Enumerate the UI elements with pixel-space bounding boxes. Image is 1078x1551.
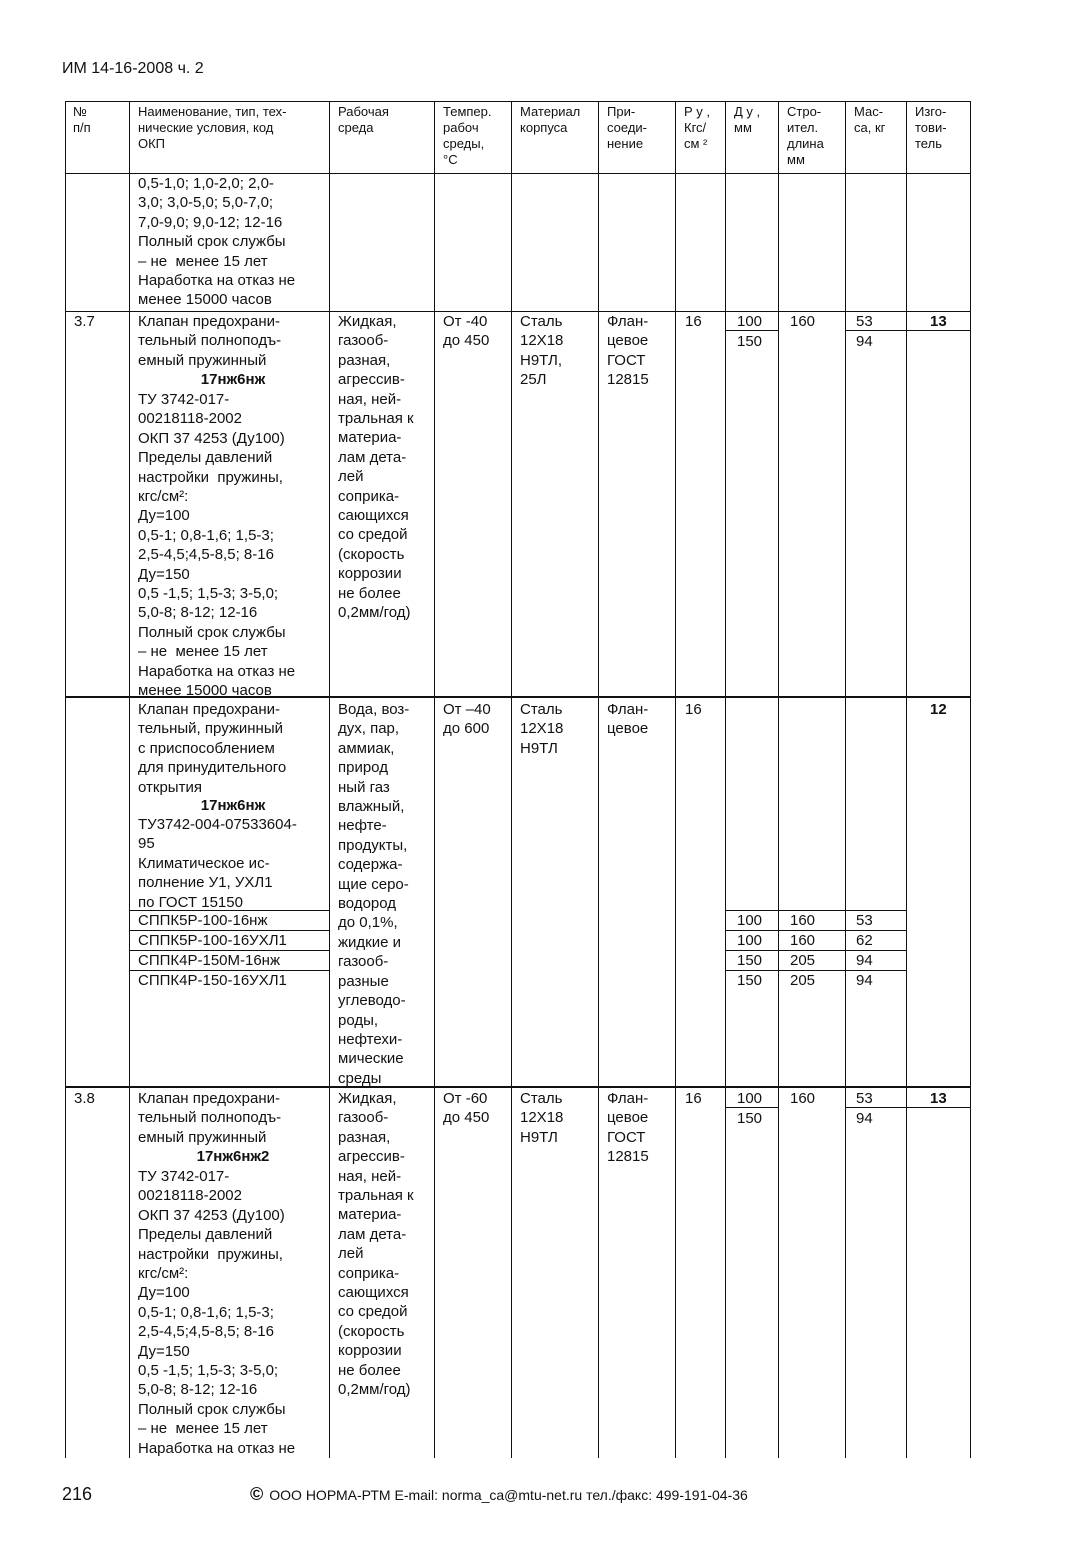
row38-model: 17нж6нж2 xyxy=(196,1148,270,1165)
rowB-variant: СППК4Р-150М-16нж xyxy=(138,952,280,969)
header-material: Материал корпуса xyxy=(520,104,581,135)
header-mass: Мас- са, кг xyxy=(854,104,886,135)
rowB-pressure: 16 xyxy=(685,701,702,718)
rowB-variant-mass: 94 xyxy=(856,972,873,989)
row38-temperature: От -60 до 450 xyxy=(443,1090,490,1127)
row37-dn: 150 xyxy=(737,333,763,350)
rowB-medium: Вода, воз- дух, пар, аммиак, природ ный газ влажный, нефте- продукты, содержа- щие серо- водород до 0,1%, жидкие и газооб- разные углеводо- роды, нефтехи- мические среды xyxy=(338,701,410,1087)
header-pressure: Р у , Кгс/ см ² xyxy=(684,104,711,151)
row37-temperature: От -40 до 450 xyxy=(443,313,490,350)
row38-pressure: 16 xyxy=(685,1090,702,1107)
col-line xyxy=(970,101,971,1458)
row38-material: Сталь 12Х18 Н9ТЛ xyxy=(520,1090,564,1146)
row37-medium: Жидкая, газооб- разная, агрессив- ная, ней- тральная к материа- лам дета- лей соприка- сающихся со средой (скорость коррозии не более 0,2мм/год) xyxy=(338,313,414,622)
rowB-variant-dn: 100 xyxy=(737,912,763,929)
rowB-maker: 12 xyxy=(930,701,947,718)
subrow-line xyxy=(845,330,906,331)
row38-connection: Флан- цевое ГОСТ 12815 xyxy=(607,1090,649,1166)
rowB-variant-length: 160 xyxy=(790,912,816,929)
col-line xyxy=(65,101,66,1458)
row37-mass: 94 xyxy=(856,333,873,350)
row38-dn: 150 xyxy=(737,1110,763,1127)
rowB-variant-length: 160 xyxy=(790,932,816,949)
rowB-variant: СППК5Р-100-16УХЛ1 xyxy=(138,932,287,949)
row38-name: Клапан предохрани- тельный полноподъ- емный пружинный xyxy=(138,1090,282,1146)
row37-length: 160 xyxy=(790,313,816,330)
rowB-variant-dn: 150 xyxy=(737,972,763,989)
copyright-text: ООО НОРМА-РТМ E-mail: norma_ca@mtu-net.ru тел./факс: 499-191-04-36 xyxy=(269,1487,748,1503)
rowB-variant: СППК4Р-150-16УХЛ1 xyxy=(138,972,287,989)
header-temperature: Темпер. рабоч среды, °С xyxy=(443,104,492,167)
copyright-icon: © xyxy=(250,1484,264,1504)
row38-number: 3.8 xyxy=(74,1090,95,1107)
row38-maker: 13 xyxy=(930,1090,947,1107)
row37-number: 3.7 xyxy=(74,313,95,330)
row37-name: Клапан предохрани- тельный полноподъ- емный пружинный xyxy=(138,313,282,369)
header-number: № п/п xyxy=(73,104,91,135)
col-line xyxy=(598,101,599,1458)
row38-mass: 53 xyxy=(856,1090,873,1107)
col-line xyxy=(434,101,435,1458)
row38-dn: 100 xyxy=(737,1090,763,1107)
row37-model: 17нж6нж xyxy=(200,371,266,388)
rowB-variant-length: 205 xyxy=(790,972,816,989)
page-number: 216 xyxy=(62,1484,93,1504)
rowB-variant-length: 205 xyxy=(790,952,816,969)
rowB-name: Клапан предохрани- тельный, пружинный с приспособлением для принудительного открытия xyxy=(138,701,287,796)
col-line xyxy=(329,101,330,1458)
rowB-variant-mass: 94 xyxy=(856,952,873,969)
table-top-line xyxy=(65,101,971,102)
row38-medium: Жидкая, газооб- разная, агрессив- ная, ней- тральная к материа- лам дета- лей соприка- сающихся со средой (скорость коррозии не более 0,2мм/год) xyxy=(338,1090,414,1399)
header-medium: Рабочая среда xyxy=(338,104,389,135)
copyright-line xyxy=(250,1484,748,1505)
row37-pressure: 16 xyxy=(685,313,702,330)
rowB-material: Сталь 12Х18 Н9ТЛ xyxy=(520,701,564,757)
row-line xyxy=(65,1086,971,1088)
rowB-variant-mass: 62 xyxy=(856,932,873,949)
header-length: Стро- ител. длина мм xyxy=(787,104,824,167)
row37-mass: 53 xyxy=(856,313,873,330)
rowB-connection: Флан- цевое xyxy=(607,701,649,738)
row38-specs: ТУ 3742-017- 00218118-2002 ОКП 37 4253 (Ду100) Пределы давлений настройки пружины, кгс/см²: Ду=100 0,5-1; 0,8-1,6; 1,5-3; 2,5-4,5;4,5-8,5; 8-16 Ду=150 0,5 -1,5; 1,5-3; 3-5,0; 5,0-8; 8-12; 12-16 Полный срок службы – не менее 15 лет Наработка на отказ не xyxy=(138,1168,296,1457)
header-diameter: Д у , мм xyxy=(734,104,761,135)
rowB-variant-mass: 53 xyxy=(856,912,873,929)
col-line xyxy=(129,101,130,1458)
col-line xyxy=(906,101,907,1458)
row37-maker: 13 xyxy=(930,313,947,330)
col-line xyxy=(845,101,846,1458)
row38-mass: 94 xyxy=(856,1110,873,1127)
document-id: ИМ 14-16-2008 ч. 2 xyxy=(62,60,204,77)
row37-specs: ТУ 3742-017- 00218118-2002 ОКП 37 4253 (Ду100) Пределы давлений настройки пружины, кгс/см²: Ду=100 0,5-1; 0,8-1,6; 1,5-3; 2,5-4,5;4,5-8,5; 8-16 Ду=150 0,5 -1,5; 1,5-3; 3-5,0; 5,0-8; 8-12; 12-16 Полный срок службы – не менее 15 лет Наработка на отказ не менее 15000 часов xyxy=(138,391,296,700)
col-line xyxy=(778,101,779,1458)
header-maker: Изго- тови- тель xyxy=(915,104,947,151)
col-line xyxy=(511,101,512,1458)
rowB-variant-dn: 100 xyxy=(737,932,763,949)
col-line xyxy=(725,101,726,1458)
row38-length: 160 xyxy=(790,1090,816,1107)
header-name: Наименование, тип, тех- нические условия, код ОКП xyxy=(138,104,287,151)
rowB-variant: СППК5Р-100-16нж xyxy=(138,912,268,929)
rowB-temperature: От –40 до 600 xyxy=(443,701,491,738)
row37-material: Сталь 12Х18 Н9ТЛ, 25Л xyxy=(520,313,564,389)
rowB-model: 17нж6нж xyxy=(200,797,266,814)
col-line xyxy=(675,101,676,1458)
header-connection: При- соеди- нение xyxy=(607,104,647,151)
row37-dn: 100 xyxy=(737,313,763,330)
row37-connection: Флан- цевое ГОСТ 12815 xyxy=(607,313,649,389)
cont-name: 0,5-1,0; 1,0-2,0; 2,0- 3,0; 3,0-5,0; 5,0-7,0; 7,0-9,0; 9,0-12; 12-16 Полный срок службы – не менее 15 лет Наработка на отказ не менее 15000 часов xyxy=(138,175,296,309)
rowB-specs: ТУ3742-004-07533604- 95 Климатическое ис- полнение У1, УХЛ1 по ГОСТ 15150 xyxy=(138,816,297,911)
rowB-variant-dn: 150 xyxy=(737,952,763,969)
subrow-line xyxy=(845,1107,906,1108)
